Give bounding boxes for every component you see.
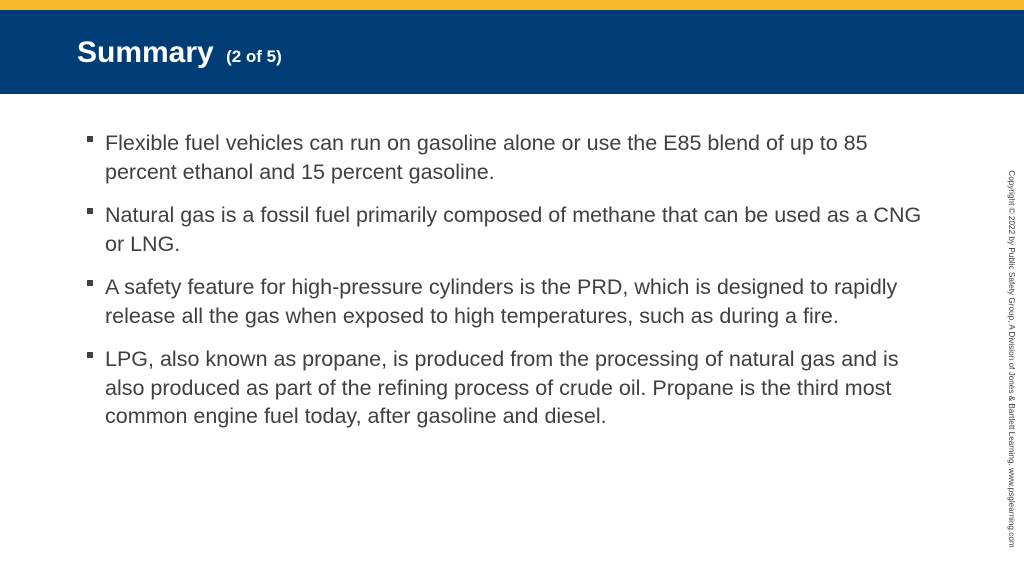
bullet-text: Natural gas is a fossil fuel primarily composed of methane that can be used as a CNG or LNG.	[105, 203, 922, 256]
bullet-text: LPG, also known as propane, is produced from the processing of natural gas and is also produced as part of the refining process of crude oil. Propane is the third most common engine fuel today, after gasoline and diesel.	[105, 347, 899, 428]
bullet-item	[86, 129, 936, 186]
square-bullet-icon	[87, 208, 93, 214]
slide-title-text: Summary	[77, 36, 214, 69]
top-accent-stripe	[0, 0, 1024, 10]
square-bullet-icon	[87, 352, 93, 358]
square-bullet-icon	[87, 280, 93, 286]
copyright-notice: Copyright © 2022 by Public Safety Group, A Division of Jones & Bartlett Learning. www.psglearning.com	[1007, 170, 1016, 548]
slide-title	[77, 35, 282, 75]
slide-title-suffix: (2 of 5)	[226, 47, 282, 66]
bullet-item	[86, 273, 936, 330]
square-bullet-icon	[87, 136, 93, 142]
bullet-text: Flexible fuel vehicles can run on gasoline alone or use the E85 blend of up to 85 percent ethanol and 15 percent gasoline.	[105, 131, 868, 184]
bullet-item	[86, 201, 936, 258]
bullet-item	[86, 345, 936, 431]
bullet-list	[86, 129, 936, 446]
bullet-text: A safety feature for high-pressure cylinders is the PRD, which is designed to rapidly release all the gas when exposed to high temperatures, such as during a fire.	[105, 275, 898, 328]
